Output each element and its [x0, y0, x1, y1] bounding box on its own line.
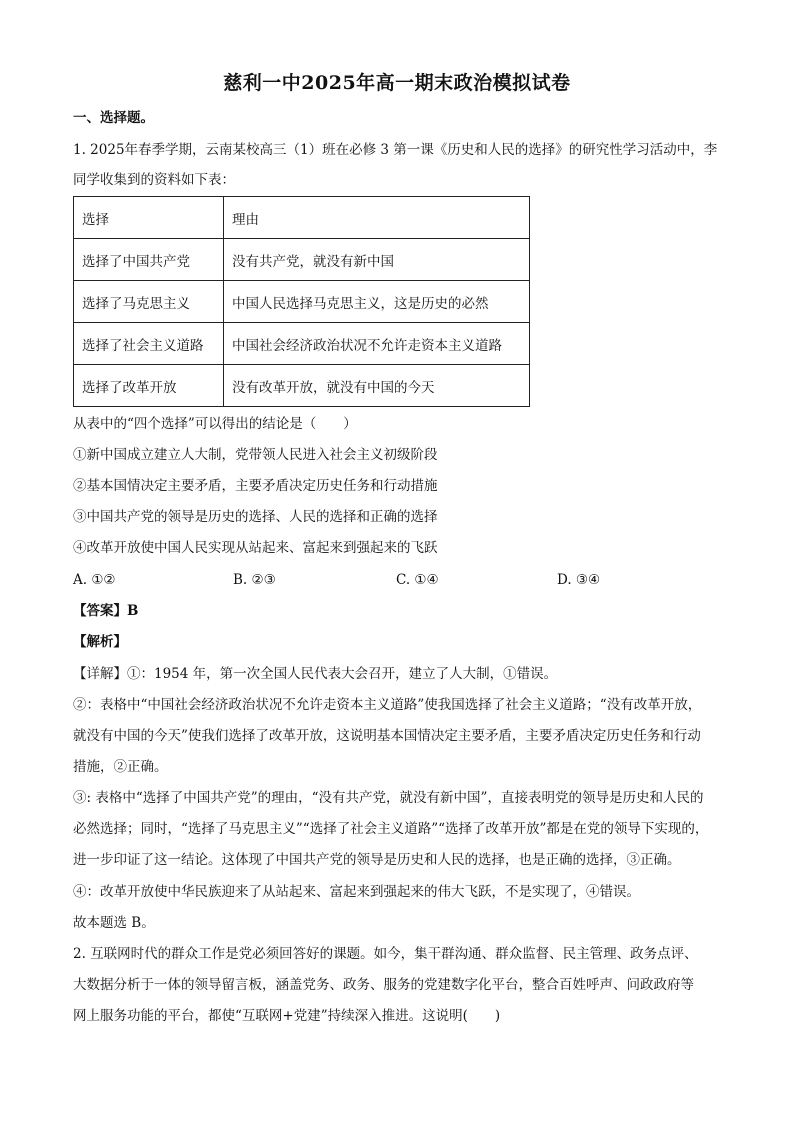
q1-statement-4: ④改革开放使中国人民实现从站起来、富起来到强起来的飞跃 — [73, 540, 438, 556]
exam-title: 慈利一中2025年高一期末政治模拟试卷 — [223, 72, 571, 94]
table-cell: 没有改革开放，就没有中国的今天 — [224, 365, 530, 407]
table-header-cell: 理由 — [224, 197, 530, 239]
section-heading: 一、选择题。 — [73, 110, 154, 126]
table-cell: 中国社会经济政治状况不允许走资本主义道路 — [224, 323, 530, 365]
table-row — [74, 239, 530, 281]
q1-option-a: A. ①② — [73, 572, 116, 588]
q1-stem-line-1: 1. 2025年春季学期，云南某校高三（1）班在必修 3 第一课《历史和人民的选择》的研究性学习活动中，李 — [73, 142, 718, 158]
q1-explanation-line: ④：改革开放使中华民族迎来了从站起来、富起来到强起来的伟大飞跃，不是实现了，④错误。 — [73, 884, 640, 900]
q1-option-b: B. ②③ — [233, 572, 276, 588]
q1-explanation-line: 进一步印证了这一结论。这体现了中国共产党的领导是历史和人民的选择，也是正确的选择，③正确。 — [73, 852, 681, 868]
q1-explanation-line: 【详解】①：1954 年，第一次全国人民代表大会召开，建立了人大制，①错误。 — [73, 666, 558, 682]
q1-statement-1: ①新中国成立建立人大制，党带领人民进入社会主义初级阶段 — [73, 447, 438, 463]
q1-option-c: C. ①④ — [396, 572, 439, 588]
q1-explanation-line: 必然选择；同时，“选择了马克思主义”“选择了社会主义道路”“选择了改革开放”都是在党的领导下实现的， — [73, 821, 709, 837]
q1-explanation-line: ③: 表格中“选择了中国共产党”的理由，“没有共产党，就没有新中国”，直接表明党的领导是历史和人民的 — [73, 790, 704, 806]
table-cell: 选择了社会主义道路 — [74, 323, 224, 365]
q2-line: 2. 互联网时代的群众工作是党必须回答好的课题。如今，集干群沟通、群众监督、民主管理、政务点评、 — [73, 946, 698, 962]
table-row — [74, 365, 530, 407]
table-header-row — [74, 197, 530, 239]
q1-explanation-line: ②：表格中“中国社会经济政治状况不允许走资本主义道路”使我国选择了社会主义道路；“没有改革开放， — [73, 697, 702, 713]
q1-answer: 【答案】B — [73, 603, 139, 619]
q1-stem-line-2: 同学收集到的资料如下表： — [73, 172, 235, 188]
table-cell: 选择了马克思主义 — [74, 281, 224, 323]
q1-question: 从表中的“四个选择”可以得出的结论是（ ） — [73, 416, 357, 432]
q1-explanation-line: 就没有中国的今天”使我们选择了改革开放，这说明基本国情决定主要矛盾，主要矛盾决定历史任务和行动 — [73, 728, 701, 744]
q2-line: 大数据分析于一体的领导留言板，涵盖党务、政务、服务的党建数字化平台，整合百姓呼声、问政政府等 — [73, 977, 694, 993]
table-cell: 中国人民选择马克思主义，这是历史的必然 — [224, 281, 530, 323]
q1-choices-table — [73, 196, 530, 407]
q2-line: 网上服务功能的平台，都使“互联网+党建”持续深入推进。这说明( ) — [73, 1008, 501, 1024]
table-cell: 选择了中国共产党 — [74, 239, 224, 281]
q1-explanation-line: 故本题选 B。 — [73, 915, 155, 931]
q1-statement-2: ②基本国情决定主要矛盾，主要矛盾决定历史任务和行动措施 — [73, 478, 438, 494]
table-cell: 没有共产党，就没有新中国 — [224, 239, 530, 281]
q1-option-d: D. ③④ — [557, 572, 601, 588]
table-row — [74, 281, 530, 323]
q1-analysis-label: 【解析】 — [73, 634, 127, 650]
table-row — [74, 323, 530, 365]
q1-explanation-line: 措施，②正确。 — [73, 759, 168, 775]
table-cell: 选择了改革开放 — [74, 365, 224, 407]
table-header-cell: 选择 — [74, 197, 224, 239]
q1-statement-3: ③中国共产党的领导是历史的选择、人民的选择和正确的选择 — [73, 509, 438, 525]
